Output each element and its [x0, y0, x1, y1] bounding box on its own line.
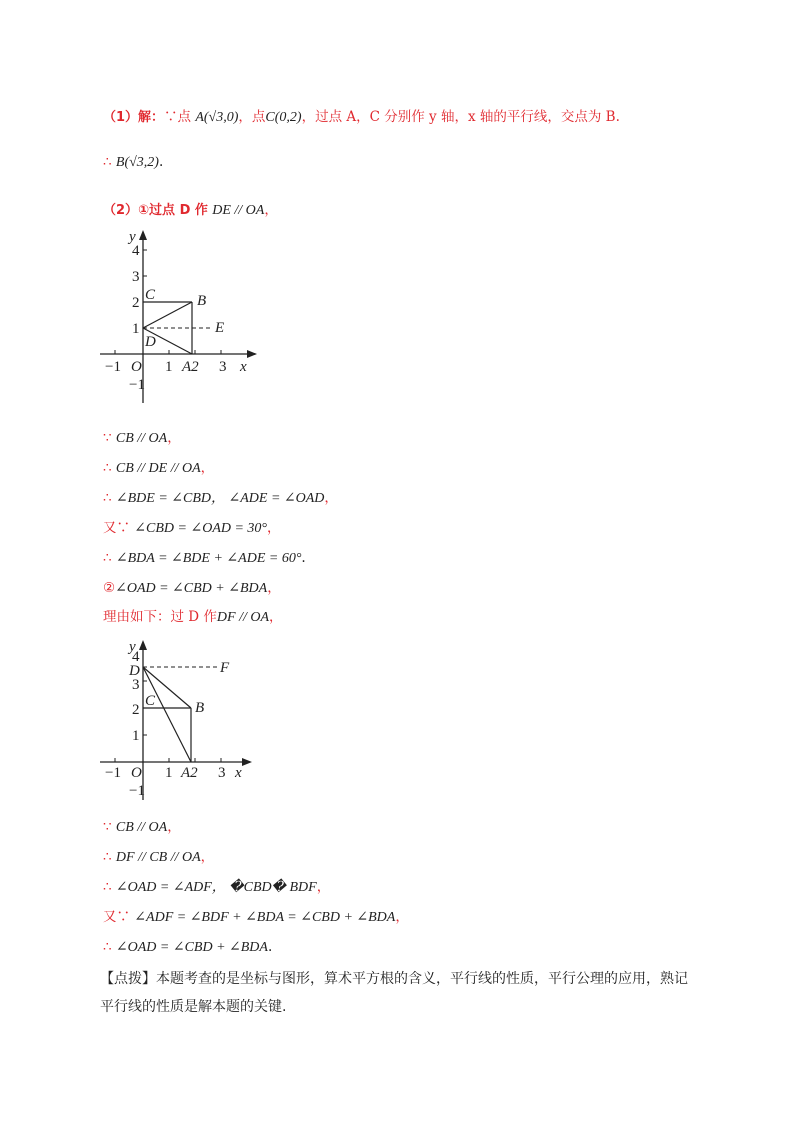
x-tick-neg1: −1 — [105, 359, 121, 375]
punctuation: . — [301, 550, 306, 566]
x-axis-arrow — [247, 350, 257, 358]
punctuation: ， — [200, 460, 215, 476]
proof2-line5 — [103, 937, 272, 958]
punctuation: . — [267, 939, 273, 955]
y-tick-4: 4 — [132, 649, 140, 665]
punctuation: ， — [269, 609, 283, 625]
separator: ， — [264, 202, 278, 218]
math-expression: ∠BDA = ∠BDE + ∠ADE = 60° — [115, 551, 302, 566]
circled-two: ② — [103, 580, 116, 596]
label-b: B — [195, 700, 205, 716]
label-f: F — [220, 660, 230, 676]
punctuation: ， — [324, 490, 338, 506]
segment-da — [143, 667, 191, 762]
label-c: C — [145, 693, 156, 709]
y-axis-label: y — [129, 639, 136, 655]
x-tick-1: 1 — [165, 765, 173, 781]
punctuation: ， — [167, 819, 181, 835]
y-axis-label: y — [129, 229, 136, 245]
because-symbol: ∵ — [103, 430, 112, 446]
proof2-line4 — [103, 907, 409, 928]
comment-text: 本题考查的是坐标与图形，算术平方根的含义，平行线的性质，平行公理的应用，熟记平行线的性质是解本题的关键. — [100, 971, 688, 1015]
separator: ，点 — [238, 109, 266, 125]
part2-heading — [103, 200, 278, 221]
part1-line1 — [103, 107, 620, 128]
origin-label: O — [131, 359, 142, 375]
construct-df: DF // OA — [216, 610, 270, 625]
claim-2 — [103, 578, 281, 599]
label-c: C — [145, 287, 156, 303]
label-d: D — [145, 334, 156, 350]
point-c-coord: C(0,2) — [265, 110, 302, 125]
label-b: B — [197, 293, 207, 309]
punctuation: ， — [316, 879, 331, 895]
reason-line — [103, 607, 283, 628]
y-tick-1: 1 — [132, 728, 140, 744]
proof1-line4 — [103, 518, 281, 539]
part1-label: （1）解： — [103, 110, 165, 125]
math-expression: CB // DE // OA — [115, 461, 201, 476]
part1-line2 — [103, 152, 163, 173]
figure-2 — [95, 635, 270, 805]
x-axis-label: x — [240, 359, 247, 375]
proof2-line3 — [103, 877, 330, 898]
math-expression: CB // OA — [115, 431, 168, 446]
punctuation: ， — [200, 849, 215, 865]
label-d: D — [129, 663, 140, 679]
therefore-symbol: ∴ — [103, 939, 112, 955]
y-tick-2: 2 — [132, 295, 140, 311]
proof1-line3 — [103, 488, 338, 509]
y-tick-1: 1 — [132, 321, 140, 337]
because-symbol: ∵点 — [164, 109, 192, 125]
x-axis-label: x — [235, 765, 242, 781]
math-expression: ∠OAD = ∠ADF， �CBD� BDF — [115, 880, 317, 895]
y-tick-neg1: −1 — [129, 377, 145, 393]
construct-de: DE // OA — [212, 203, 265, 218]
label-e: E — [215, 320, 225, 336]
punctuation: ， — [395, 909, 409, 925]
math-expression: CB // OA — [115, 820, 168, 835]
figure-1 — [95, 225, 270, 405]
x-tick-a2: A2 — [181, 765, 198, 781]
x-tick-1: 1 — [165, 359, 173, 375]
also-because-symbol: 又∵ — [103, 909, 130, 925]
x-tick-neg1: −1 — [105, 765, 121, 781]
punctuation: ， — [267, 580, 281, 596]
therefore-symbol: ∴ — [103, 490, 112, 506]
y-axis-arrow — [139, 640, 147, 650]
math-expression: ∠OAD = ∠CBD + ∠BDA — [115, 581, 268, 596]
x-tick-3: 3 — [219, 359, 227, 375]
reason-text: 理由如下：过 D 作 — [103, 609, 217, 625]
because-symbol: ∵ — [103, 819, 112, 835]
proof2-line2 — [103, 847, 214, 868]
y-tick-3: 3 — [132, 269, 140, 285]
therefore-symbol: ∴ — [103, 849, 112, 865]
punctuation: ， — [167, 430, 181, 446]
point-b-coord: B(√3,2) — [115, 155, 159, 170]
proof1-line2 — [103, 458, 214, 479]
therefore-symbol: ∴ — [103, 879, 112, 895]
proof1-line1 — [103, 428, 181, 449]
therefore-symbol: ∴ — [103, 154, 112, 170]
math-expression: ∠BDE = ∠CBD， ∠ADE = ∠OAD — [115, 491, 325, 506]
x-tick-3: 3 — [218, 765, 226, 781]
proof2-line1 — [103, 817, 181, 838]
segment-db — [143, 302, 192, 328]
period: . — [158, 154, 164, 170]
y-tick-3: 3 — [132, 677, 140, 693]
comment-tag: 【点拨】 — [100, 971, 156, 987]
therefore-symbol: ∴ — [103, 550, 112, 566]
y-tick-2: 2 — [132, 702, 140, 718]
part2-label: （2）①过点 D 作 — [103, 203, 208, 218]
y-axis-arrow — [139, 230, 147, 240]
y-tick-4: 4 — [132, 243, 140, 259]
comment-paragraph — [100, 965, 700, 1021]
math-expression: ∠OAD = ∠CBD + ∠BDA — [115, 940, 268, 955]
math-expression: ∠ADF = ∠BDF + ∠BDA = ∠CBD + ∠BDA — [134, 910, 396, 925]
math-expression: DF // CB // OA — [115, 850, 201, 865]
x-axis-arrow — [242, 758, 252, 766]
x-tick-a2: A2 — [182, 359, 199, 375]
proof1-line5 — [103, 548, 306, 569]
punctuation: ， — [267, 520, 281, 536]
therefore-symbol: ∴ — [103, 460, 112, 476]
math-expression: ∠CBD = ∠OAD = 30° — [134, 521, 268, 536]
point-a-coord: A(√3,0) — [195, 110, 239, 125]
y-tick-neg1: −1 — [129, 783, 145, 799]
also-because-symbol: 又∵ — [103, 520, 130, 536]
origin-label: O — [131, 765, 142, 781]
part1-construction: ，过点 A，C 分别作 y 轴，x 轴的平行线，交点为 B. — [301, 109, 620, 125]
